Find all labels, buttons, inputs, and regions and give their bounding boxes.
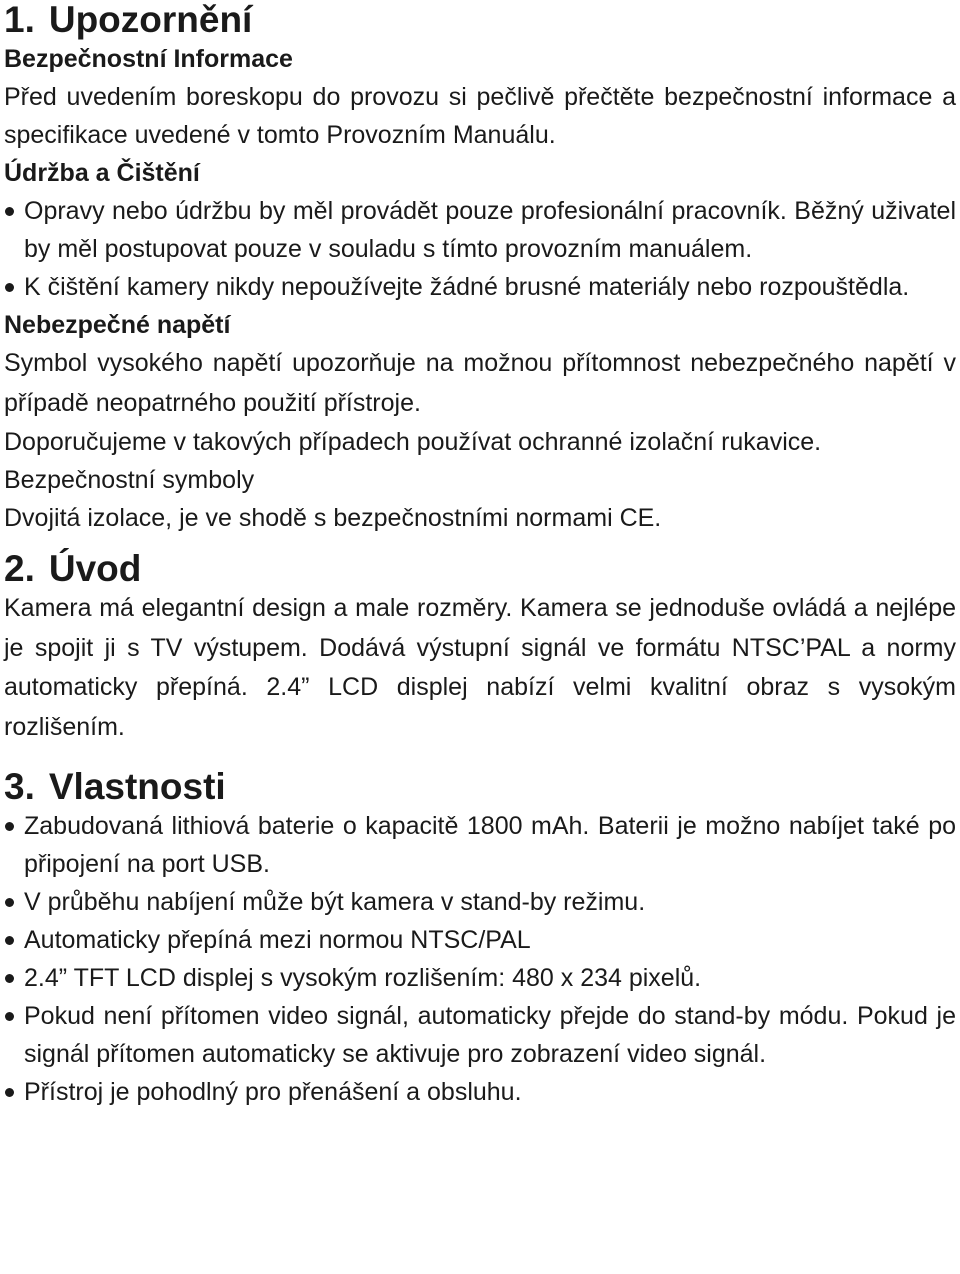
maintenance-list [4, 192, 956, 306]
list-item: Přístroj je pohodlný pro přenášení a obsluhu. [4, 1073, 956, 1111]
features-list [4, 807, 956, 1111]
list-item: Automaticky přepíná mezi normou NTSC/PAL [4, 921, 956, 959]
section-2-title: Úvod [48, 548, 142, 589]
voltage-heading: Nebezpečné napětí [4, 311, 231, 339]
section-2-heading [4, 549, 956, 589]
list-item: Zabudovaná lithiová baterie o kapacitě 1800 mAh. Baterii je možno nabíjet také po připojení na port USB. [4, 807, 956, 883]
section-2-number: 2. [4, 548, 35, 589]
section-3-heading [4, 767, 956, 807]
list-item: K čištění kamery nikdy nepoužívejte žádné brusné materiály nebo rozpouštědla. [4, 268, 956, 306]
safety-info-heading: Bezpečnostní Informace [4, 45, 293, 73]
list-item: Pokud není přítomen video signál, automaticky přejde do stand-by módu. Pokud je signál přítomen automaticky se aktivuje pro zobrazení video signál. [4, 997, 956, 1073]
section-1-heading [4, 0, 956, 40]
voltage-text: Symbol vysokého napětí upozorňuje na možnou přítomnost nebezpečného napětí v případě neopatrného použití přístroje. [4, 349, 956, 417]
list-item: 2.4” TFT LCD displej s vysokým rozlišením: 480 x 234 pixelů. [4, 959, 956, 997]
section-3-number: 3. [4, 766, 35, 807]
list-item: V průběhu nabíjení může být kamera v stand-by režimu. [4, 883, 956, 921]
maintenance-heading: Údržba a Čištění [4, 159, 200, 187]
voltage-text-2: Doporučujeme v takových případech používat ochranné izolační rukavice. [4, 428, 822, 456]
section-3-title: Vlastnosti [48, 766, 226, 807]
symbols-text: Dvojitá izolace, je ve shodě s bezpečnostními normami CE. [4, 504, 662, 532]
safety-info-text: Před uvedením boreskopu do provozu si pečlivě přečtěte bezpečnostní informace a specifikace uvedené v tomto Provozním Manuálu. [4, 83, 956, 149]
section-1-title: Upozornění [48, 0, 253, 40]
section-1-number: 1. [4, 0, 35, 40]
intro-text: Kamera má elegantní design a male rozměry. Kamera se jednoduše ovládá a nejlépe je spojit ji s TV výstupem. Dodává výstupní signál ve formátu NTSC’PAL a normy automaticky přepíná. 2.4” LCD displej nabízí velmi kvalitní obraz s vysokým rozlišením. [4, 594, 956, 741]
symbols-heading: Bezpečnostní symboly [4, 466, 255, 494]
list-item: Opravy nebo údržbu by měl provádět pouze profesionální pracovník. Běžný uživatel by měl postupovat pouze v souladu s tímto provozním manuálem. [4, 192, 956, 268]
